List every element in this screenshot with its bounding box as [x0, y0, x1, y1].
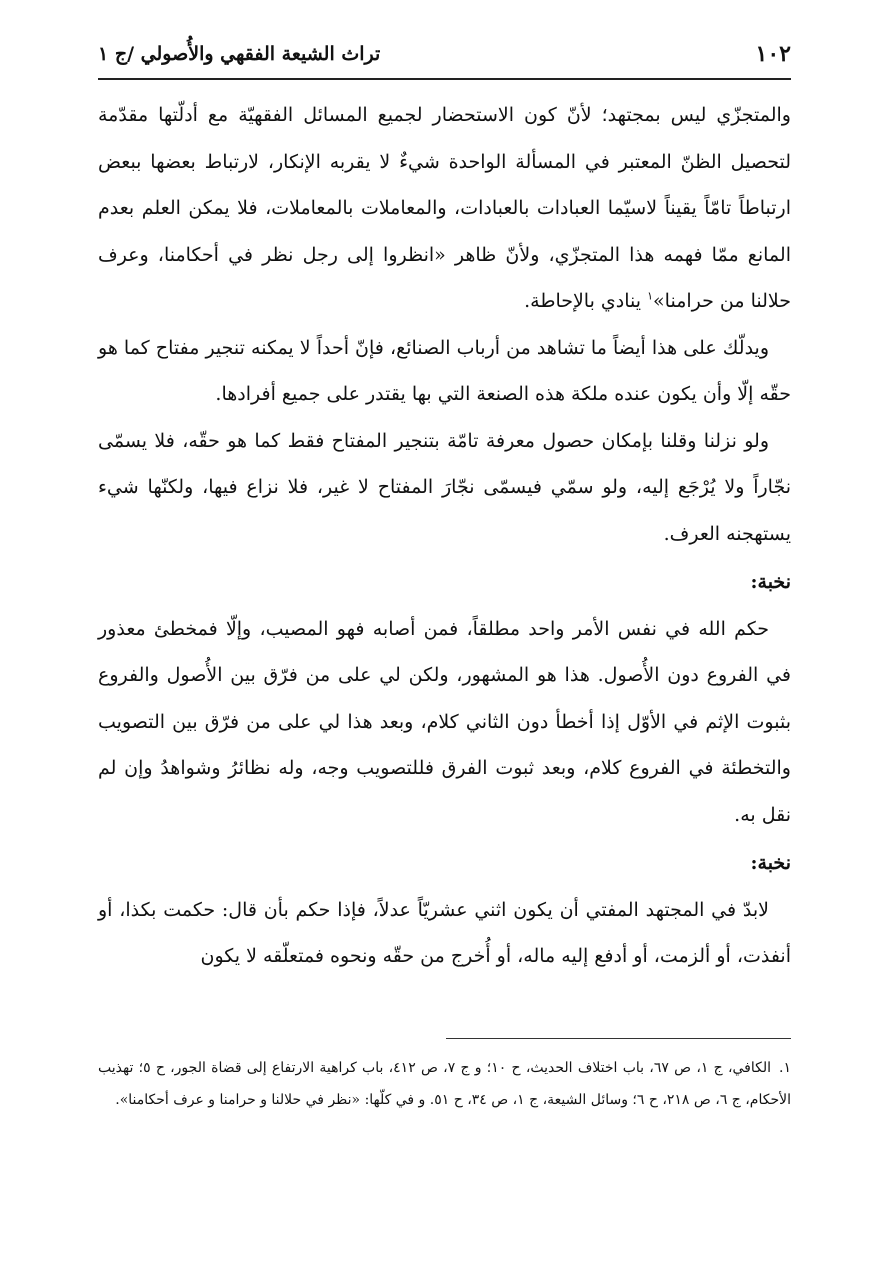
- paragraph-5: لابدّ في المجتهد المفتي أن يكون اثني عشريّاً عدلاً، فإذا حكم بأن قال: حكمت بكذا، أو أنفذت، أو ألزمت، أو أدفع إليه ماله، أو أُخرج من حقّه ونحوه فمتعلّقه لا يكون: [98, 898, 791, 967]
- paragraph-2: ويدلّك على هذا أيضاً ما تشاهد من أرباب الصنائع، فإنّ أحداً لا يمكنه تنجير مفتاح كما هو حقّه إلّا وأن يكون عنده ملكة هذه الصنعة التي بها يقتدر على جميع أفرادها.: [98, 336, 791, 405]
- section-heading-1: نخبة:: [750, 571, 791, 593]
- page-number: ١٠٢: [755, 41, 791, 67]
- footnote-divider: [446, 1038, 791, 1039]
- section-heading-2: نخبة:: [750, 852, 791, 874]
- footnote-text: الكافي، ج ١، ص ٦٧، باب اختلاف الحديث، ح ١٠؛ و ج ٧، ص ٤١٢، باب كراهية الارتفاع إلى قضاة الجور، ح ٥؛ تهذيب الأحكام، ج ٦، ص ٢١٨، ح ٦؛ وسائل الشيعة، ج ١، ص ٣٤، ح ٥١. و في كلّها: «نظر في حلالنا و حرامنا و عرف أحكامنا».: [98, 1060, 791, 1108]
- footnote-number: ١.: [778, 1060, 791, 1076]
- body-text: [98, 92, 791, 980]
- paragraph-1: [98, 92, 791, 325]
- header-divider: [98, 78, 791, 80]
- footnote-reference-mark[interactable]: ١: [647, 289, 654, 303]
- running-header: [98, 36, 791, 72]
- footnote: [98, 1052, 791, 1116]
- paragraph-4: حكم الله في نفس الأمر واحد مطلقاً، فمن أصابه فهو المصيب، وإلّا فمخطئ معذور في الفروع دون الأُصول. هذا هو المشهور، ولكن لي على من فرّق بين الأُصول والفروع بثبوت الإثم في الأوّل إذا أخطأ دون الثاني كلام، وبعد هذا لي على من فرّق بين التصويب والتخطئة في الفروع كلام، وبعد ثبوت الفرق فللتصويب وجه، وله نظائرُ وشواهدُ وإن لم نقل به.: [98, 617, 791, 826]
- paragraph-3: ولو نزلنا وقلنا بإمكان حصول معرفة تامّة بتنجير المفتاح فقط كما هو حقّه، فلا يسمّى نجّاراً ولا يُرْجَع إليه، ولو سمّي فيسمّى نجّارَ المفتاح لا غير، فلا نزاع فيها، ولكنّها شيء يستهجنه العرف.: [98, 429, 791, 545]
- paragraph-1-end: ينادي بالإحاطة.: [524, 290, 648, 312]
- paragraph-1-text: والمتجزّي ليس بمجتهد؛ لأنّ كون الاستحضار لجميع المسائل الفقهيّة مع أدلّتها مقدّمة لتحصيل الظنّ المعتبر في المسألة الواحدة شيءٌ لا يقربه الإنكار، لارتباط بعضها ببعض ارتباطاً تامّاً يقيناً لاسيّما العبادات بالعبادات، والمعاملات بالمعاملات، فلا يمكن العلم بعدم المانع ممّا فهمه هذا المتجزّي، ولأنّ ظاهر «انظروا إلى رجل نظر في أحكامنا، وعرف حلالنا من حرامنا»: [98, 104, 791, 312]
- book-title: تراث الشيعة الفقهي والأُصولي /ج ١: [98, 43, 381, 65]
